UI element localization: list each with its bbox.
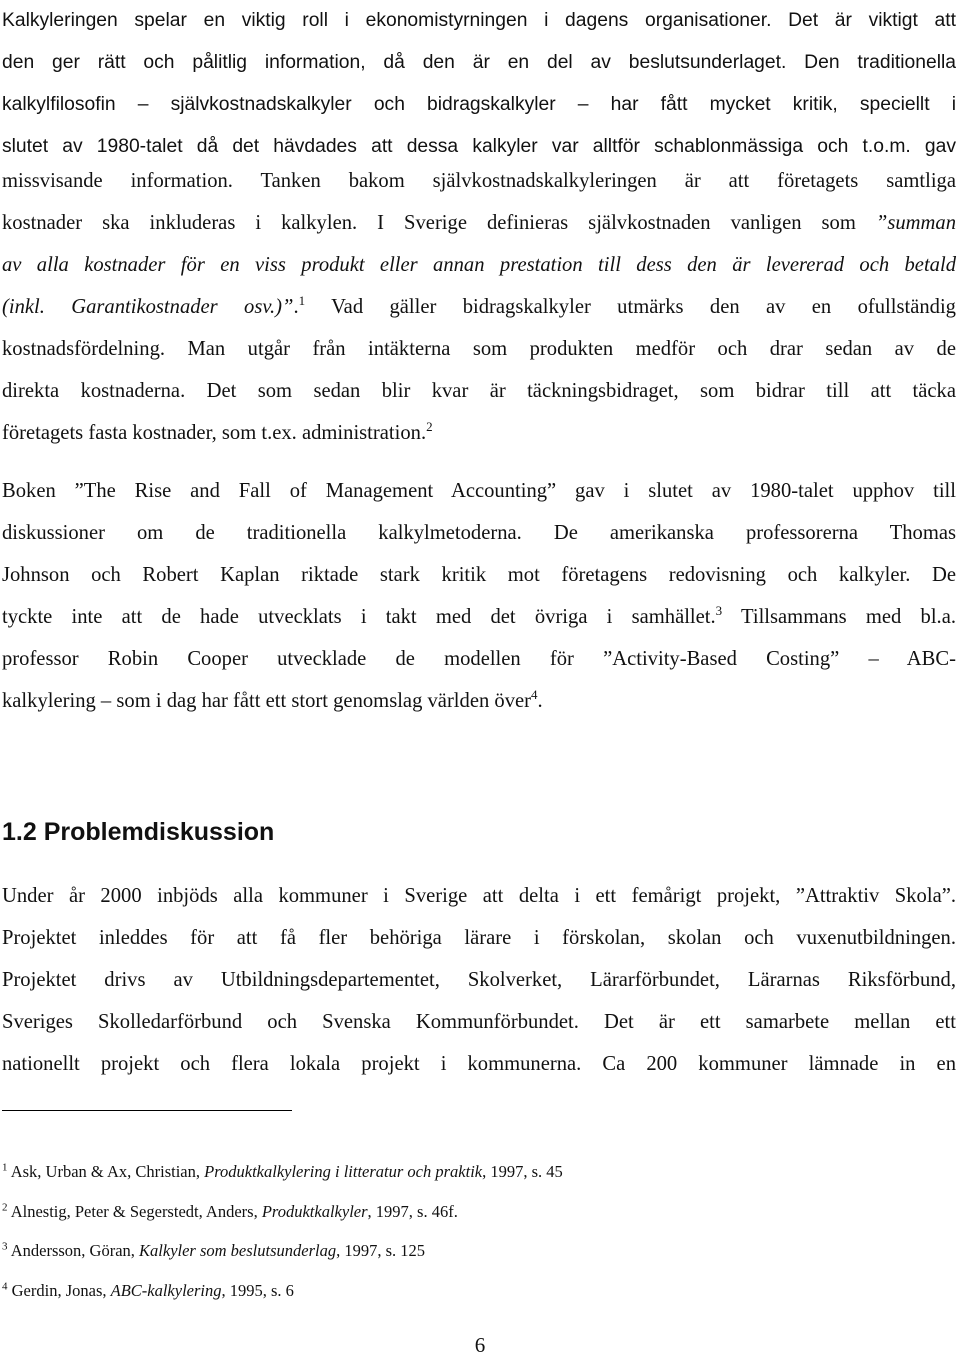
- paragraph-line: [2, 412, 956, 454]
- section-heading: 1.2 Problemdiskussion: [2, 818, 275, 846]
- paragraph-line: slutet av 1980-talet då det hävdades att dessa kalkyler var alltför schablonmässiga och t.o.m. gav: [2, 136, 956, 157]
- footnote-text: Alnestig, Peter & Segerstedt, Anders,: [7, 1202, 262, 1221]
- footnote-text: Andersson, Göran,: [7, 1241, 140, 1260]
- paragraph-line: nationellt projekt och flera lokala projekt i kommunerna. Ca 200 kommuner lämnade in en: [2, 1053, 956, 1075]
- footnote-ref: 4: [531, 687, 538, 703]
- text-run: Vad gäller bidragskalkyler utmärks den av en ofullständig: [305, 296, 956, 318]
- footnote-number: 1: [2, 1161, 8, 1174]
- footnote-ref: 1: [298, 293, 306, 309]
- footnote: [2, 1202, 458, 1222]
- footnote-ref: 3: [715, 603, 723, 619]
- footnote-title: ABC-kalkylering: [110, 1281, 222, 1300]
- paragraph-line: [2, 244, 956, 286]
- paragraph-line: Projektet inleddes för att få fler behöriga lärare i förskolan, skolan och vuxenutbildningen.: [2, 927, 956, 949]
- footnote-text: , 1997, s. 45: [482, 1162, 563, 1181]
- paragraph-line: [2, 202, 956, 244]
- paragraph-line: kostnadsfördelning. Man utgår från intäkterna som produkten medför och drar sedan av de: [2, 338, 956, 360]
- footnote-text: , 1995, s. 6: [221, 1281, 294, 1300]
- footnote: [2, 1281, 294, 1301]
- quote-italic: av alla kostnader för en viss produkt eller annan prestation till dess den är levererad och betald: [2, 254, 956, 276]
- footnote-number: 4: [2, 1280, 8, 1293]
- paragraph-line: den ger rätt och pålitlig information, då den är en del av beslutsunderlaget. Den traditionella: [2, 52, 956, 73]
- footnote-title: Kalkyler som beslutsunderlag: [139, 1241, 337, 1260]
- text-run: kalkylering – som i dag har fått ett stort genomslag världen över: [2, 690, 532, 712]
- footnote-number: 3: [2, 1240, 8, 1253]
- paragraph-line: direkta kostnaderna. Det som sedan blir kvar är täckningsbidraget, som bidrar till att täcka: [2, 380, 956, 402]
- page-number: 6: [474, 1333, 486, 1357]
- text-run: .: [293, 296, 299, 318]
- text-run: kostnader ska inkluderas i kalkylen. I Sverige definieras självkostnaden vanligen som: [2, 212, 876, 234]
- footnote-title: Produktkalkyler: [261, 1202, 368, 1221]
- quote-italic: (inkl. Garantikostnader osv.)”: [2, 296, 294, 318]
- paragraph-line: [2, 680, 956, 722]
- text-run: företagets fasta kostnader, som t.ex. administration.: [2, 422, 427, 444]
- footnote-text: Gerdin, Jonas,: [7, 1281, 111, 1300]
- paragraph-line: Boken ”The Rise and Fall of Management Accounting” gav i slutet av 1980-talet upphov till: [2, 480, 956, 502]
- text-run: Tillsammans med bl.a.: [722, 606, 956, 628]
- footnote-ref: 2: [426, 419, 433, 435]
- paragraph-line: Johnson och Robert Kaplan riktade stark kritik mot företagens redovisning och kalkyler. De: [2, 564, 956, 586]
- footnote-text: , 1997, s. 125: [336, 1241, 426, 1260]
- footnote-number: 2: [2, 1201, 8, 1214]
- paragraph-line: missvisande information. Tanken bakom självkostnadskalkyleringen är att företagets samtliga: [2, 170, 956, 192]
- quote-italic: ”summan: [875, 212, 956, 234]
- footnote-text: Ask, Urban & Ax, Christian,: [7, 1162, 205, 1181]
- paragraph-line: diskussioner om de traditionella kalkylmetoderna. De amerikanska professorerna Thomas: [2, 522, 956, 544]
- text-run: .: [537, 690, 543, 712]
- paragraph-line: Sveriges Skolledarförbund och Svenska Kommunförbundet. Det är ett samarbete mellan ett: [2, 1011, 956, 1033]
- text-run: tyckte inte att de hade utvecklats i takt med det övriga i samhället.: [2, 606, 716, 628]
- footnote-separator: [2, 1110, 292, 1111]
- paragraph-line: Projektet drivs av Utbildningsdepartementet, Skolverket, Lärarförbundet, Lärarnas Riksförbund,: [2, 969, 956, 991]
- paragraph-line: [2, 596, 956, 638]
- paragraph-line: Kalkyleringen spelar en viktig roll i ekonomistyrningen i dagens organisationer. Det är viktigt att: [2, 10, 956, 31]
- footnote-text: , 1997, s. 46f.: [367, 1202, 458, 1221]
- paragraph-line: [2, 286, 956, 328]
- paragraph-line: Under år 2000 inbjöds alla kommuner i Sverige att delta i ett femårigt projekt, ”Attraktiv Skola”.: [2, 885, 956, 907]
- footnote-title: Produktkalkylering i litteratur och praktik: [204, 1162, 483, 1181]
- paragraph-line: professor Robin Cooper utvecklade de modellen för ”Activity-Based Costing” – ABC-: [2, 648, 956, 670]
- footnote: [2, 1162, 563, 1182]
- paragraph-line: kalkylfilosofin – självkostnadskalkyler och bidragskalkyler – har fått mycket kritik, speciellt i: [2, 94, 956, 115]
- footnote: [2, 1241, 425, 1261]
